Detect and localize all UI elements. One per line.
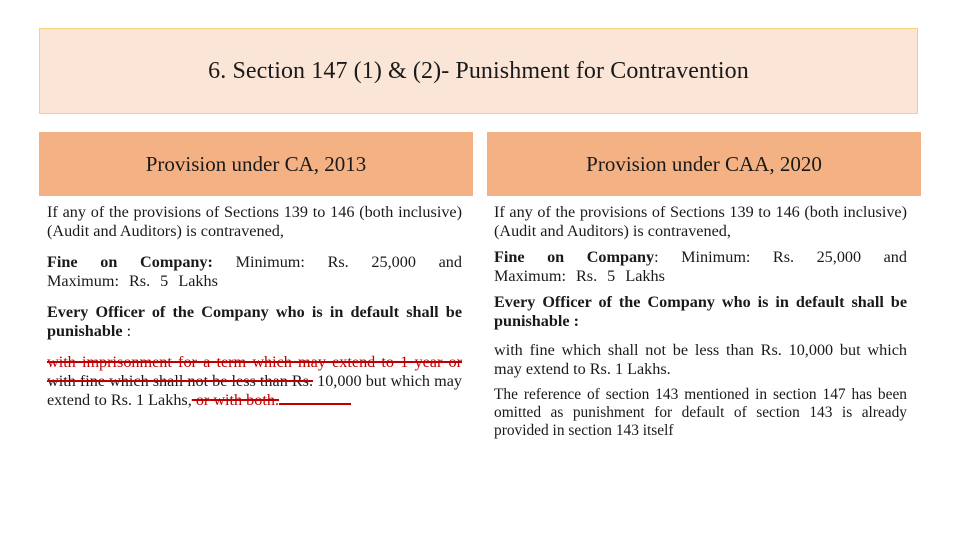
- left-fine-amount-text: 10,000 but which may extend to Rs. 1 Lakhs,: [47, 372, 462, 409]
- right-intro-paragraph: If any of the provisions of Sections 139 to 146 (both inclusive) (Audit and Auditors) is contravened,: [494, 203, 907, 240]
- left-officer-label: Every Officer of the Company who is in default shall be punishable: [47, 303, 462, 340]
- right-column-header: Provision under CAA, 2020: [487, 132, 921, 196]
- left-company-fine-label: Fine on Company:: [47, 253, 213, 271]
- right-officer-paragraph: [494, 293, 907, 331]
- right-column-body: [494, 203, 907, 447]
- left-officer-text: :: [122, 322, 132, 340]
- left-struck-fine: with fine which shall not be less than Rs.: [47, 372, 314, 390]
- left-column-header: Provision under CA, 2013: [39, 132, 473, 196]
- right-company-fine-label: Fine on Company: [494, 248, 655, 266]
- left-struck-with-both: with both.: [209, 391, 280, 409]
- right-omission-note: The reference of section 143 mentioned in section 147 has been omitted as punishment for default of section 143 is already provided in section 143 itself: [494, 386, 907, 439]
- slide-title: 6. Section 147 (1) & (2)- Punishment for Contravention: [208, 57, 749, 84]
- left-struck-imprisonment: with imprisonment for a term which may extend to 1 year or: [47, 353, 462, 371]
- right-officer-label: Every Officer of the Company who is in default shall be punishable :: [494, 293, 907, 330]
- right-company-fine-paragraph: [494, 248, 907, 286]
- right-company-fine-text: : Minimum: Rs. 25,000 and Maximum: Rs. 5 Lakhs: [494, 248, 907, 285]
- left-column-body: [47, 203, 462, 422]
- left-company-fine-text: Minimum: Rs. 25,000 and Maximum: Rs. 5 Lakhs: [47, 253, 462, 290]
- left-struck-or: or: [191, 391, 210, 409]
- red-underline-rule: [279, 393, 351, 405]
- right-punishment-paragraph: with fine which shall not be less than Rs. 10,000 but which may extend to Rs. 1 Lakhs.: [494, 341, 907, 378]
- left-punishment-paragraph: [47, 353, 462, 410]
- left-officer-paragraph: [47, 303, 462, 341]
- left-company-fine-paragraph: [47, 253, 462, 291]
- left-intro-paragraph: If any of the provisions of Sections 139 to 146 (both inclusive) (Audit and Auditors) is contravened,: [47, 203, 462, 240]
- slide-title-box: [39, 28, 918, 114]
